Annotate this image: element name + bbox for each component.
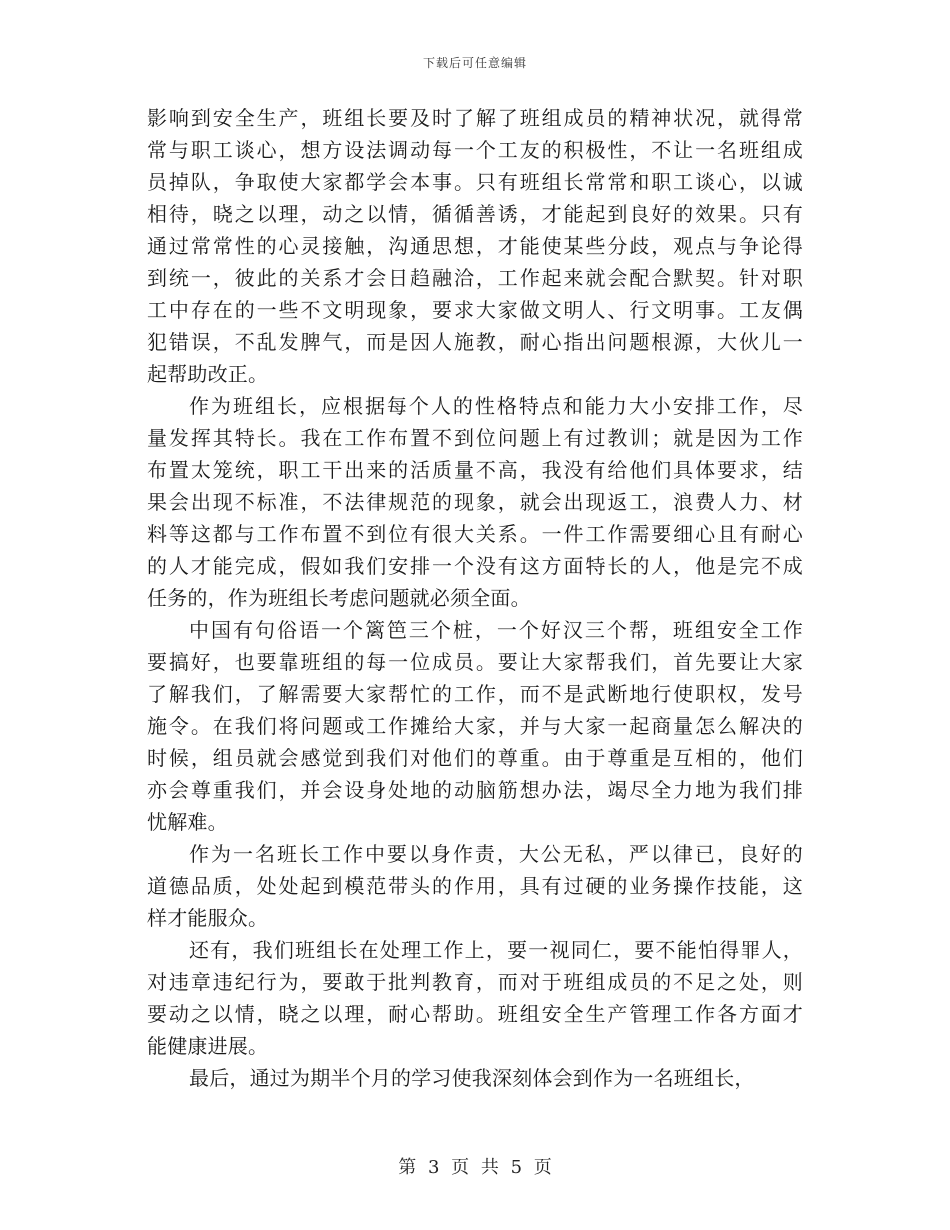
text-line: 要搞好，也要靠班组的每一位成员。要让大家帮我们，首先要让大家 [147,650,803,674]
text-line: 料等这都与工作布置不到位有很大关系。一件工作需要细心且有耐心 [147,522,803,546]
document-body [147,102,803,1094]
paragraph [147,934,803,1062]
text-line: 施令。在我们将问题或工作摊给大家，并与大家一起商量怎么解决的 [147,714,803,738]
text-line: 道德品质，处处起到模范带头的作用，具有过硬的业务操作技能，这 [147,874,803,898]
text-line: 的人才能完成，假如我们安排一个没有这方面特长的人，他是完不成 [147,554,803,578]
paragraph [147,1062,803,1094]
paragraph [147,838,803,934]
text-line: 常与职工谈心，想方设法调动每一个工友的积极性，不让一名班组成 [147,138,803,162]
text-line: 犯错误，不乱发脾气，而是因人施教，耐心指出问题根源，大伙儿一 [147,330,803,354]
text-line: 亦会尊重我们，并会设身处地的动脑筋想办法，竭尽全力地为我们排 [147,778,803,802]
text-line: 果会出现不标准，不法律规范的现象，就会出现返工，浪费人力、材 [147,490,803,514]
text-line: 时候，组员就会感觉到我们对他们的尊重。由于尊重是互相的，他们 [147,746,803,770]
text-line: 通过常常性的心灵接触，沟通思想，才能使某些分歧，观点与争论得 [147,234,803,258]
text-line: 员掉队，争取使大家都学会本事。只有班组长常常和职工谈心，以诚 [147,170,803,194]
page-number: 第 3 页 共 5 页 [398,1157,552,1178]
text-line: 还有，我们班组长在处理工作上，要一视同仁，要不能怕得罪人， [189,938,803,962]
text-line: 影响到安全生产，班组长要及时了解了班组成员的精神状况，就得常 [147,106,803,130]
text-line: 作为一名班长工作中要以身作责，大公无私，严以律已，良好的 [189,842,803,866]
text-line: 布置太笼统，职工干出来的活质量不高，我没有给他们具体要求，结 [147,458,803,482]
text-line: 样才能服众。 [147,906,269,930]
paragraph [147,102,803,390]
text-line: 对违章违纪行为，要敢于批判教育，而对于班组成员的不足之处，则 [147,970,803,994]
text-line: 忧解难。 [147,810,228,834]
text-line: 任务的，作为班组长考虑问题就必须全面。 [147,586,531,610]
text-line: 到统一，彼此的关系才会日趋融洽，工作起来就会配合默契。针对职 [147,266,803,290]
text-line: 相待，晓之以理，动之以情，循循善诱，才能起到良好的效果。只有 [147,202,803,226]
paragraph [147,614,803,838]
text-line: 工中存在的一些不文明现象，要求大家做文明人、行文明事。工友偶 [147,298,803,322]
text-line: 中国有句俗语一个篱笆三个桩，一个好汉三个帮，班组安全工作 [189,618,803,642]
text-line: 了解我们，了解需要大家帮忙的工作，而不是武断地行使职权，发号 [147,682,803,706]
page-header: 下载后可任意编辑 [422,56,527,70]
text-line: 最后，通过为期半个月的学习使我深刻体会到作为一名班组长， [189,1066,755,1090]
text-line: 量发挥其特长。我在工作布置不到位问题上有过教训；就是因为工作 [147,426,803,450]
text-line: 能健康进展。 [147,1034,269,1058]
paragraph [147,390,803,614]
text-line: 作为班组长，应根据每个人的性格特点和能力大小安排工作，尽 [189,394,803,418]
text-line: 起帮助改正。 [147,362,269,386]
text-line: 要动之以情，晓之以理，耐心帮助。班组安全生产管理工作各方面才 [147,1002,803,1026]
